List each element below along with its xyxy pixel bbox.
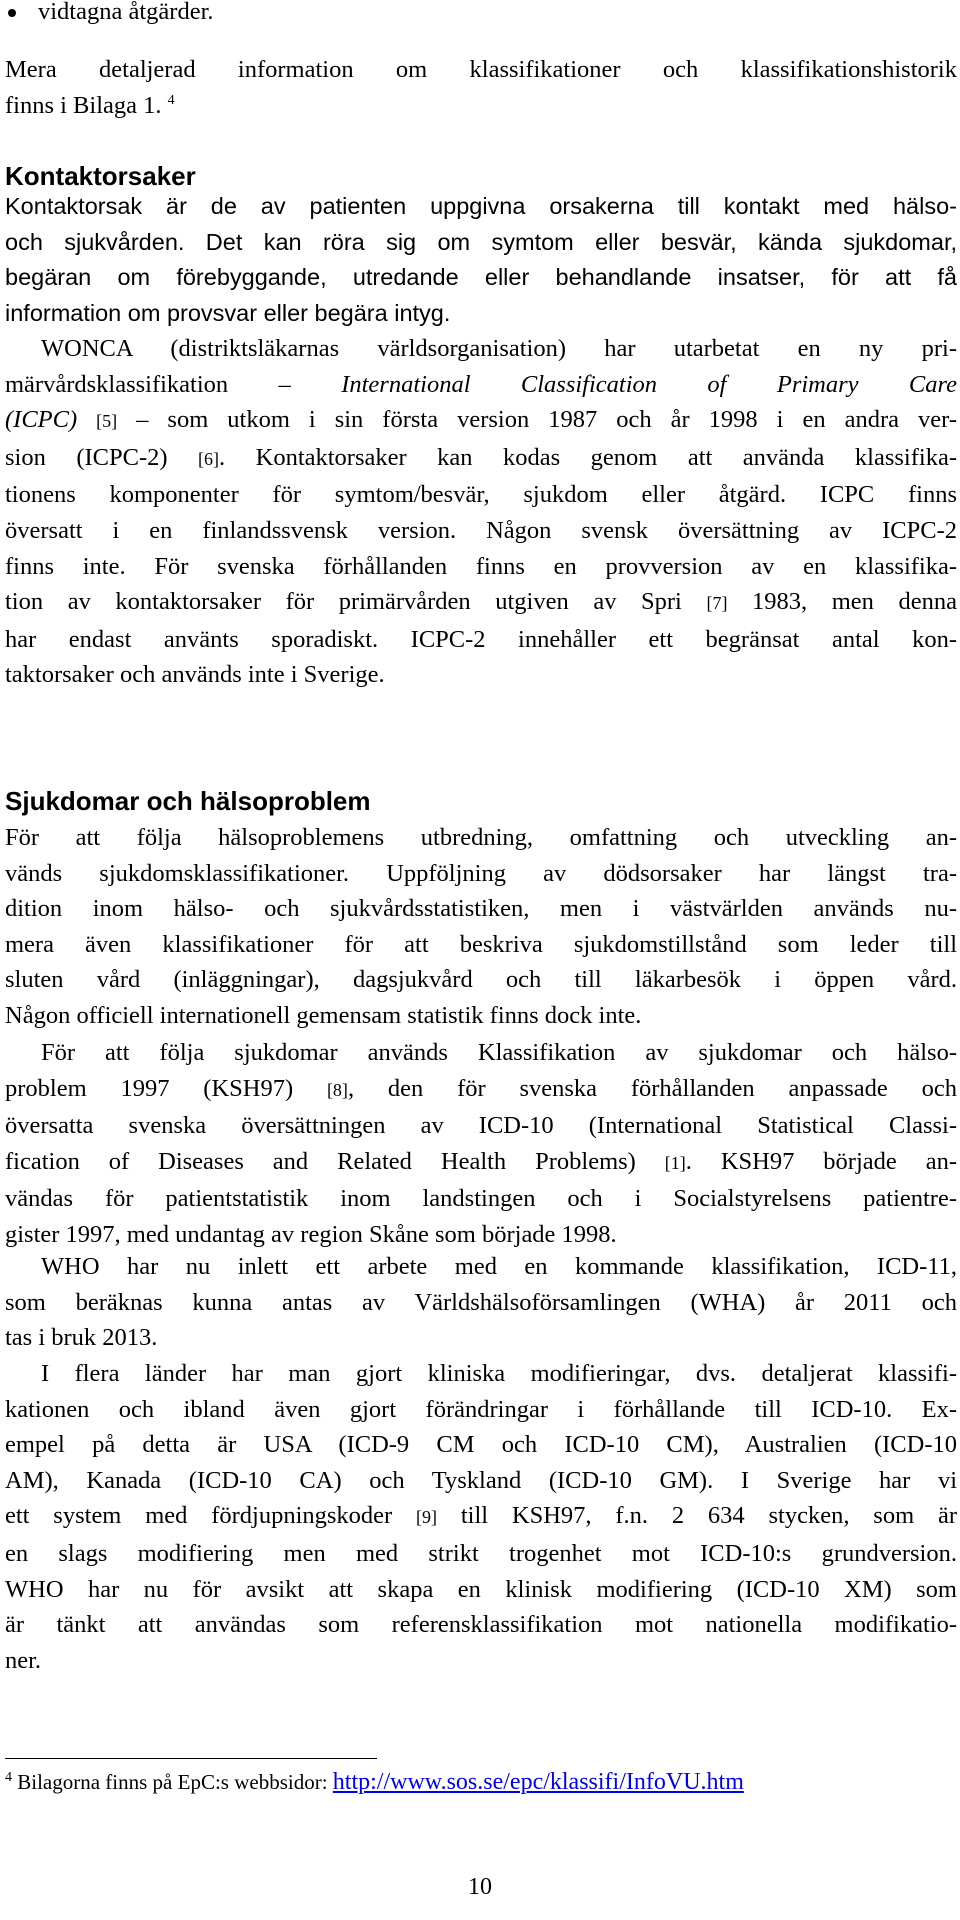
text-line: ett system med fördjupningskoder [9] till KSH97, f.n. 2 634 stycken, som är bbox=[5, 1502, 957, 1530]
text-line: finns inte. För svenska förhållanden finns en provversion av en klassifika- bbox=[5, 552, 957, 580]
text-line: tas i bruk 2013. bbox=[5, 1324, 158, 1352]
footnote-link[interactable]: http://www.sos.se/epc/klassifi/InfoVU.htm bbox=[332, 1769, 744, 1795]
citation-ref: [5] bbox=[96, 411, 118, 432]
bullet-text: vidtagna åtgärder. bbox=[38, 0, 214, 25]
text-line: WHO har nu inlett ett arbete med en kommande klassifikation, ICD-11, bbox=[41, 1253, 957, 1280]
text-line: WHO har nu för avsikt att skapa en klinisk modifiering (ICD-10 XM) som bbox=[5, 1575, 957, 1603]
text-line: Kontaktorsak är de av patienten uppgivna orsakerna till kontakt med hälso- bbox=[5, 193, 957, 219]
section1-paragraph-2 bbox=[5, 331, 957, 693]
section2-paragraph-1 bbox=[5, 820, 957, 1034]
text-line: tion av kontaktorsaker för primärvården utgiven av Spri [7] 1983, men denna bbox=[5, 588, 957, 616]
text-line: sion (ICPC-2) [6]. Kontaktorsaker kan kodas genom att använda klassifika- bbox=[5, 443, 957, 471]
text-line: vänds sjukdomsklassifikationer. Uppföljning av dödsorsaker har längst tra- bbox=[5, 859, 957, 887]
text-line: Mera detaljerad information om klassifikationer och klassifikationshistorik bbox=[5, 56, 957, 83]
text-line: vändas för patientstatistik inom landstingen och i Socialstyrelsens patientre- bbox=[5, 1185, 957, 1213]
section2-paragraph-3 bbox=[5, 1249, 957, 1356]
text-line: fication of Diseases and Related Health Problems) [1]. KSH97 började an- bbox=[5, 1147, 957, 1175]
footnote-mark: 4 bbox=[5, 1770, 12, 1785]
text-line: I flera länder har man gjort kliniska modifieringar, dvs. detaljerat klassifi- bbox=[41, 1360, 957, 1387]
text-line: och sjukvården. Det kan röra sig om symtom eller besvär, kända sjukdomar, bbox=[5, 228, 957, 255]
bullet-item bbox=[8, 0, 214, 28]
section2-paragraph-2 bbox=[5, 1035, 957, 1253]
citation-ref: [8] bbox=[326, 1079, 348, 1100]
section-heading-kontaktorsaker: Kontaktorsaker bbox=[5, 161, 196, 191]
section2-paragraph-4 bbox=[5, 1356, 957, 1678]
footnote-text: Bilagorna finns på EpC:s webbsidor: bbox=[12, 1770, 333, 1794]
text-line: sluten vård (inläggningar), dagsjukvård och till läkarbesök i öppen vård. bbox=[5, 966, 957, 994]
text-line: är tänkt att användas som referensklassifikation mot nationella modifikatio- bbox=[5, 1611, 957, 1639]
text-line: WONCA (distriktsläkarnas världsorganisation) har utarbetat en ny pri- bbox=[41, 335, 957, 362]
footnote-mark: 4 bbox=[167, 92, 175, 108]
text-line: För att följa sjukdomar används Klassifikation av sjukdomar och hälso- bbox=[41, 1039, 957, 1066]
text-line: gister 1997, med undantag av region Skåne som började 1998. bbox=[5, 1220, 617, 1248]
page-number: 10 bbox=[468, 1874, 492, 1900]
footnote bbox=[5, 1767, 744, 1797]
text-line: information om provsvar eller begära intyg. bbox=[5, 299, 451, 326]
text-line: märvårdsklassifikation – International Classification of Primary Care bbox=[5, 370, 957, 398]
text-line: översatta svenska översättningen av ICD-10 (International Statistical Classi- bbox=[5, 1112, 957, 1140]
text-line: kationen och ibland även gjort förändringar i förhållande till ICD-10. Ex- bbox=[5, 1395, 957, 1423]
citation-ref: [7] bbox=[706, 593, 728, 614]
citation-ref: [9] bbox=[416, 1507, 438, 1528]
intro-paragraph bbox=[5, 52, 957, 123]
text-line: begäran om förebyggande, utredande eller behandlande insatser, för att få bbox=[5, 264, 957, 291]
section1-paragraph-1 bbox=[5, 189, 957, 331]
text-line: tionens komponenter för symtom/besvär, sjukdom eller åtgärd. ICPC finns bbox=[5, 481, 957, 509]
text-line: som beräknas kunna antas av Världshälsoförsamlingen (WHA) år 2011 och bbox=[5, 1288, 957, 1316]
text-line: ner. bbox=[5, 1646, 42, 1674]
text-line: Någon officiell internationell gemensam statistik finns dock inte. bbox=[5, 1001, 642, 1029]
text-line: dition inom hälso- och sjukvårdsstatistiken, men i västvärlden används nu- bbox=[5, 895, 957, 923]
text-line: finns i Bilaga 1. $^4$ bbox=[5, 91, 175, 119]
citation-ref: [1] bbox=[664, 1152, 686, 1173]
section-heading-sjukdomar: Sjukdomar och hälsoproblem bbox=[5, 786, 371, 816]
text-line: en slags modifiering men med strikt trogenhet mot ICD-10:s grundversion. bbox=[5, 1539, 957, 1567]
text-line: har endast använts sporadiskt. ICPC-2 innehåller ett begränsat antal kon- bbox=[5, 625, 957, 653]
text-line: (ICPC) [5] – som utkom i sin första version 1987 och år 1998 i en andra ver- bbox=[5, 406, 957, 434]
text-line: översatt i en finlandssvensk version. Någon svensk översättning av ICPC-2 bbox=[5, 516, 957, 544]
text-line: problem 1997 (KSH97) [8], den för svenska förhållanden anpassade och bbox=[5, 1074, 957, 1102]
text-line: mera även klassifikationer för att beskriva sjukdomstillstånd som leder till bbox=[5, 930, 957, 958]
footnote-divider bbox=[5, 1758, 377, 1759]
text-line: För att följa hälsoproblemens utbredning, omfattning och utveckling an- bbox=[5, 824, 957, 851]
citation-ref: [6] bbox=[198, 448, 220, 469]
text-line: empel på detta är USA (ICD-9 CM och ICD-10 CM), Australien (ICD-10 bbox=[5, 1431, 957, 1459]
italic-title: International Classification of Primary Care bbox=[341, 370, 957, 398]
bullet-dot-icon bbox=[8, 9, 16, 17]
text-line: taktorsaker och används inte i Sverige. bbox=[5, 661, 385, 689]
text-line: AM), Kanada (ICD-10 CA) och Tyskland (ICD-10 GM). I Sverige har vi bbox=[5, 1466, 957, 1494]
